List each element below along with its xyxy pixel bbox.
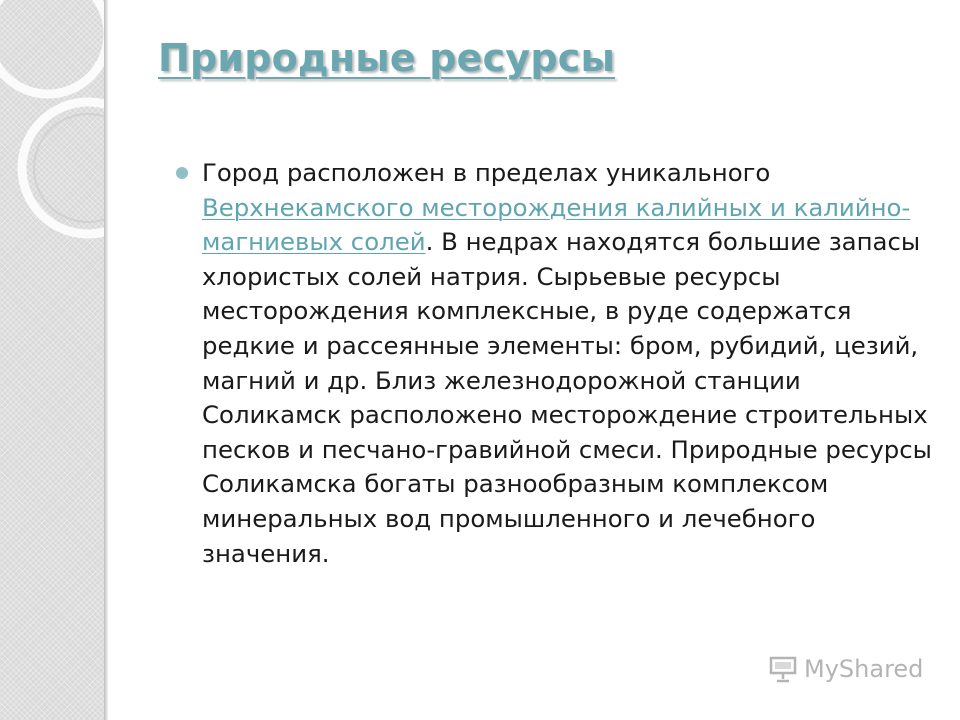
- presentation-board-icon: [768, 655, 798, 683]
- watermark: [768, 655, 923, 683]
- decorative-circles-icon: [0, 0, 106, 260]
- deposit-link[interactable]: Верхнекамского месторождения калийных и калийно-магниевых солей: [202, 192, 911, 257]
- slide-title[interactable]: Природные ресурсы: [158, 36, 616, 80]
- paragraph-text-start: Город расположен в пределах уникального: [202, 158, 771, 187]
- paragraph-text-rest: . В недрах находятся большие запасы хлористых солей натрия. Сырьевые ресурсы месторождения комплексные, в руде содержатся редкие и рассеянные элементы: бром, рубидий, цезий, магний и др. Близ железнодорожной станции Соликамск расположено месторождение строительных песков и песчано-гравийной смеси. Природные ресурсы Соликамска богаты разнообразным комплексом минеральных вод промышленного и лечебного значения.: [202, 227, 932, 568]
- bullet-icon: [176, 167, 188, 179]
- band-edge-divider: [104, 0, 108, 720]
- slide-body: [176, 156, 936, 571]
- body-paragraph: [202, 156, 942, 571]
- decorative-left-band: [0, 0, 106, 720]
- watermark-text: MyShared: [804, 655, 924, 683]
